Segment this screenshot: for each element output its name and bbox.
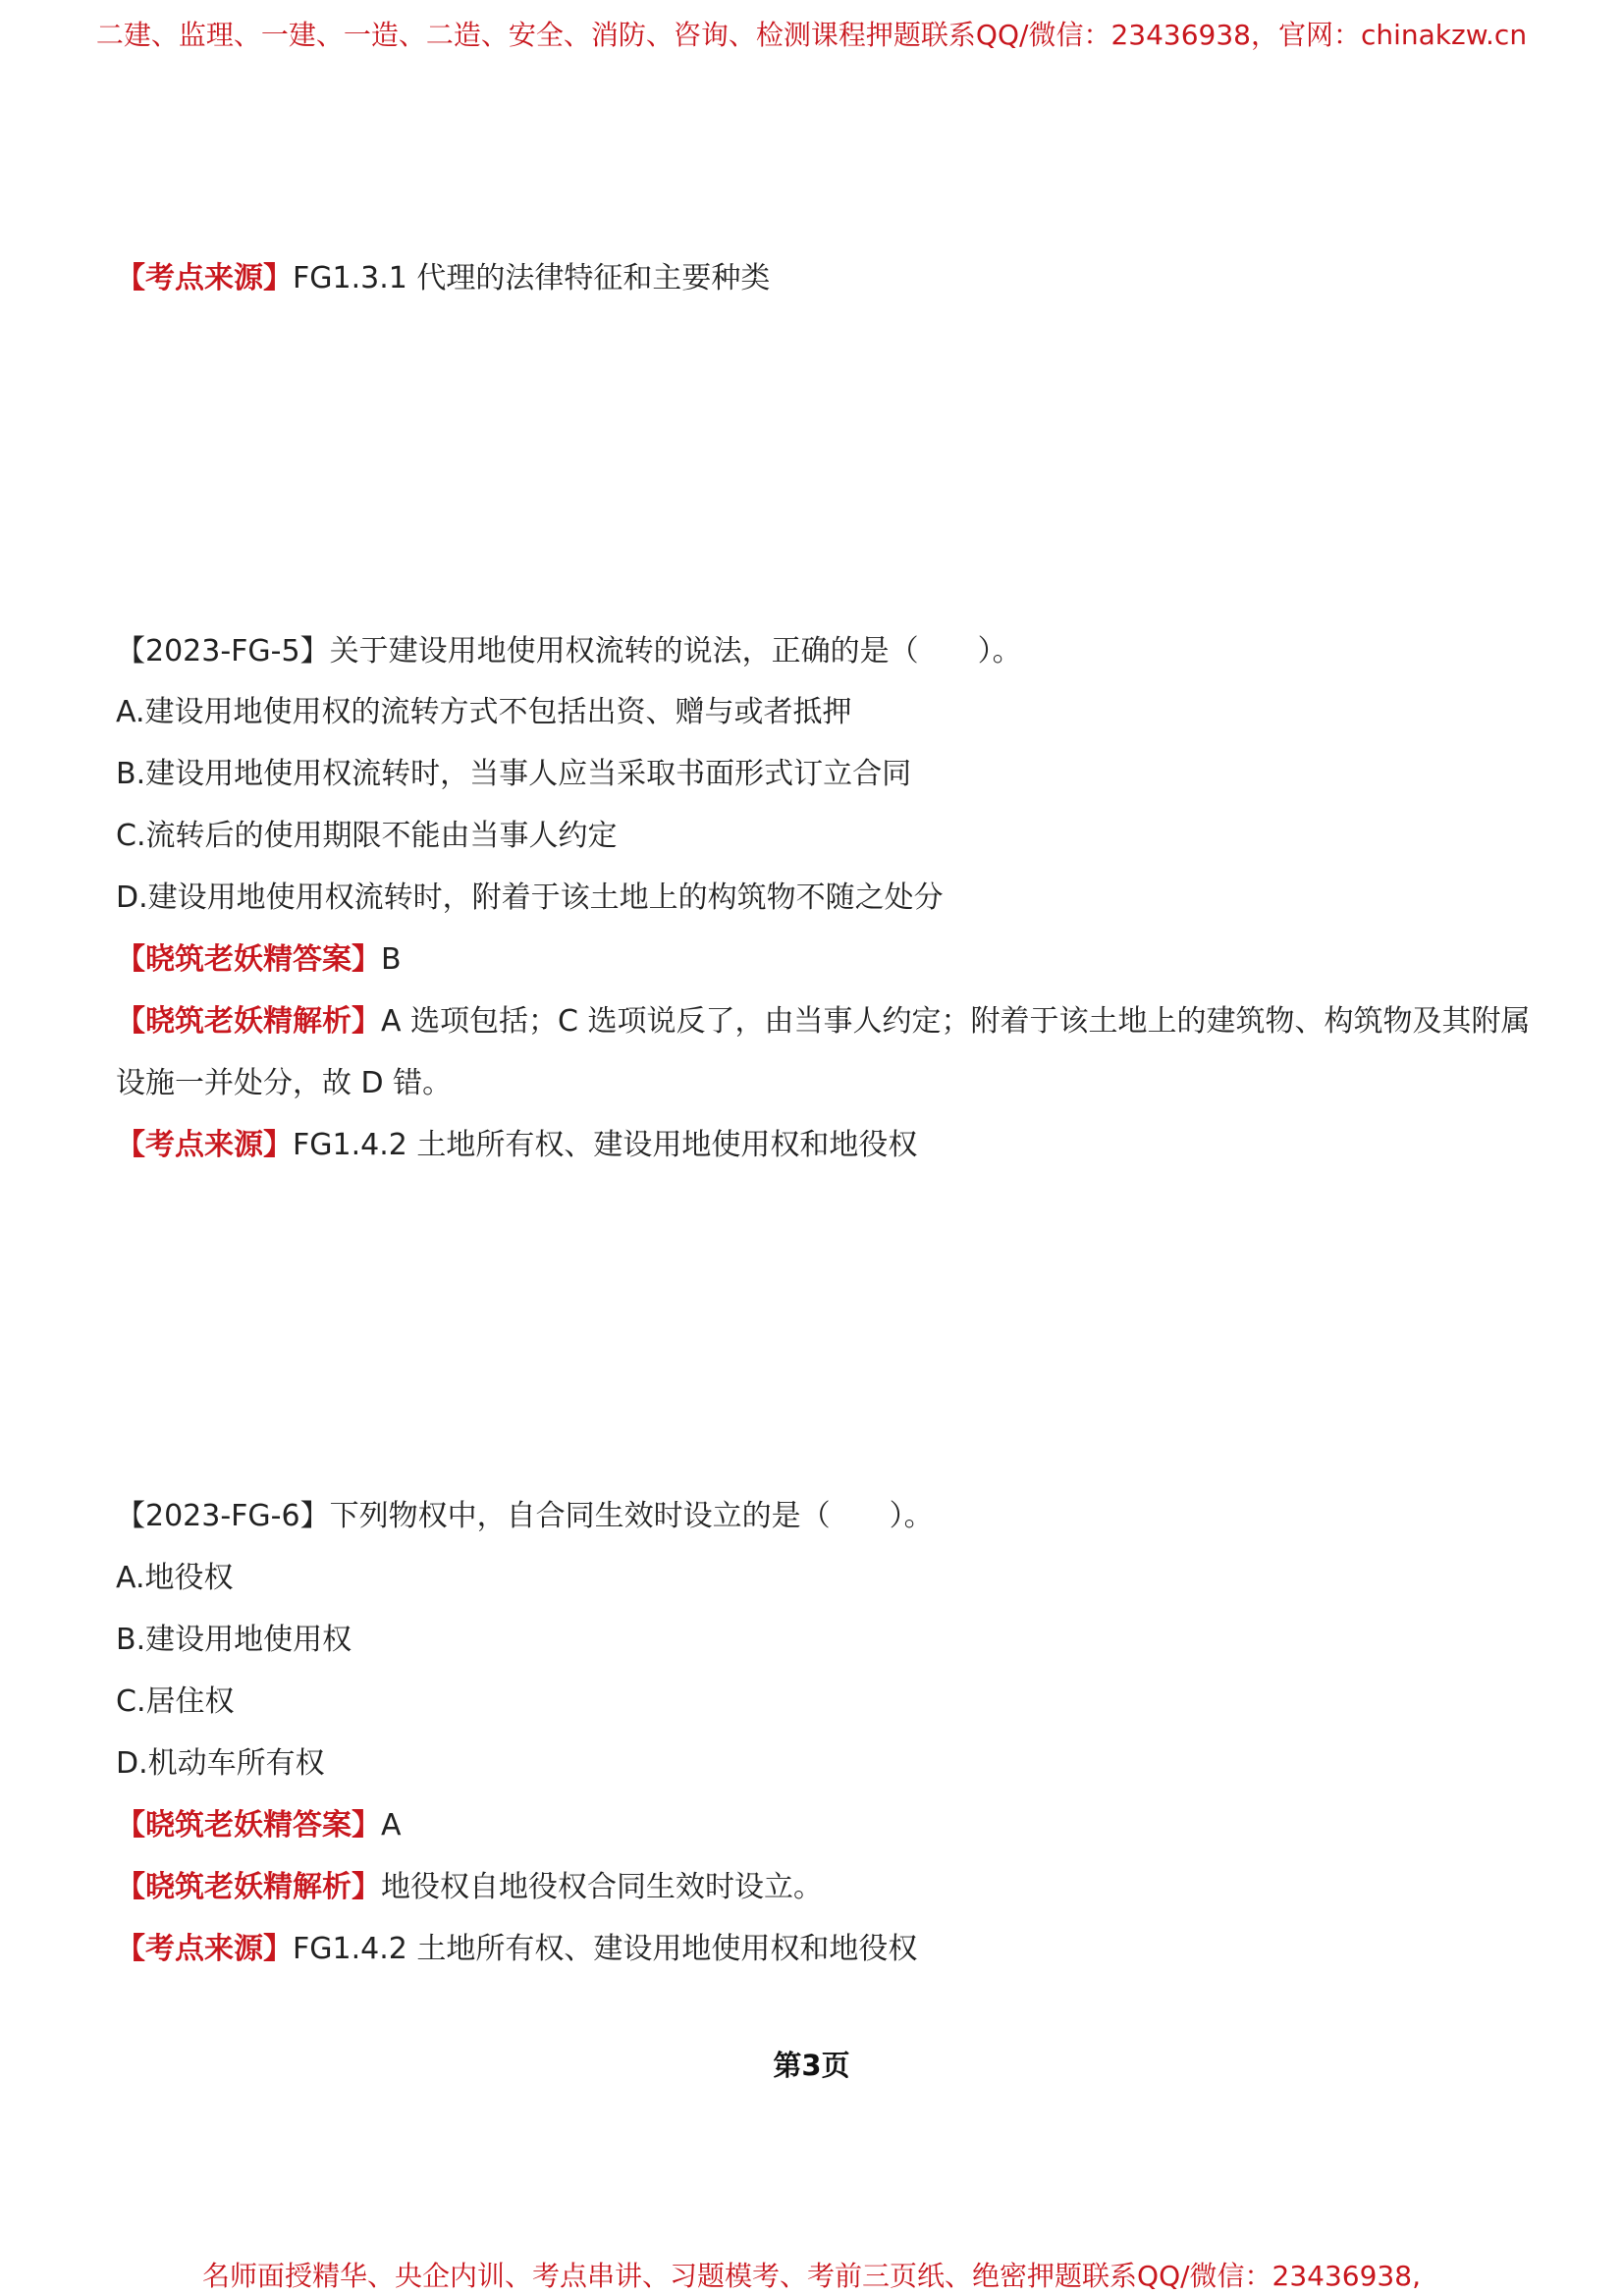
q6-source-text: FG1.4.2 土地所有权、建设用地使用权和地役权 [293,1932,918,1966]
q6-analysis-line [116,1868,823,1907]
answer-label: 【晓筑老妖精答案】 [116,1808,381,1842]
q5-source-line [116,1126,917,1165]
q6-answer-line [116,1806,402,1845]
q6-source-line [116,1930,917,1969]
q5-stem: 【2023-FG-5】关于建设用地使用权流转的说法，正确的是（ ）。 [116,634,1022,668]
q6-option-d: D.机动车所有权 [116,1746,325,1781]
q5-option-d: D.建设用地使用权流转时，附着于该土地上的构筑物不随之处分 [116,881,944,915]
q5-answer-line [116,940,402,980]
q6-analysis-text: 地役权自地役权合同生效时设立。 [381,1870,823,1904]
top-source-line [116,259,770,298]
q5-option-b: B.建设用地使用权流转时，当事人应当采取书面形式订立合同 [116,757,912,791]
q6-answer: A [381,1808,402,1842]
q5-answer: B [381,942,402,977]
q5-source-text: FG1.4.2 土地所有权、建设用地使用权和地役权 [293,1128,918,1162]
q6-stem: 【2023-FG-6】下列物权中，自合同生效时设立的是（ ）。 [116,1499,934,1533]
q6-option-c: C.居住权 [116,1684,235,1719]
answer-label: 【晓筑老妖精答案】 [116,942,381,977]
q5-analysis-line [116,1002,1531,1041]
q5-option-a: A.建设用地使用权的流转方式不包括出资、赠与或者抵押 [116,695,852,729]
q5-analysis-text: A 选项包括；C 选项说反了，由当事人约定；附着于该土地上的建筑物、构筑物及其附属 [381,1004,1531,1039]
q6-option-a: A.地役权 [116,1561,234,1595]
analysis-label: 【晓筑老妖精解析】 [116,1870,381,1904]
header-banner: 二建、监理、一建、一造、二造、安全、消防、咨询、检测课程押题联系QQ/微信：23436938，官网：chinakzw.cn [95,19,1528,51]
analysis-label: 【晓筑老妖精解析】 [116,1004,381,1039]
q5-option-c: C.流转后的使用期限不能由当事人约定 [116,819,618,853]
q6-option-b: B.建设用地使用权 [116,1623,352,1657]
q5-analysis-continued: 设施一并处分，故 D 错。 [116,1066,453,1100]
source-label: 【考点来源】 [116,1932,293,1966]
source-text: FG1.3.1 代理的法律特征和主要种类 [293,261,771,295]
source-label: 【考点来源】 [116,261,293,295]
footer-banner: 名师面授精华、央企内训、考点串讲、习题模考、考前三页纸、绝密押题联系QQ/微信：23436938, [202,2260,1421,2292]
page-number: 第3页 [773,2049,850,2082]
source-label: 【考点来源】 [116,1128,293,1162]
